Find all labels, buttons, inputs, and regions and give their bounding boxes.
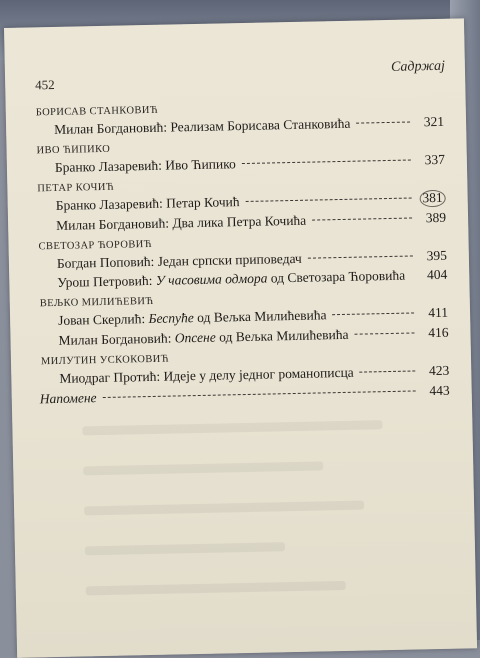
section-cipiko xyxy=(34,137,445,177)
section-author: МИЛУТИН УСКОКОВИЋ xyxy=(40,353,170,368)
entry-text: Бранко Лазаревић: Иво Ћипико xyxy=(54,156,236,175)
entry-page: 423 xyxy=(428,362,450,379)
entry-text: Милан Богдановић: Реализам Борисава Станковића xyxy=(53,115,351,137)
leader-dashes xyxy=(103,390,416,398)
leader-dashes xyxy=(312,217,412,220)
table-of-contents xyxy=(34,99,450,414)
leader-dashes xyxy=(245,197,411,201)
entry-text: Богдан Поповић: Један српски приповедач xyxy=(56,250,302,271)
entry-text: Милан Богдановић: Опсене од Вељка Милићевића xyxy=(58,326,349,349)
entry-text: Напомене xyxy=(39,390,97,407)
section-author: ВЕЉКО МИЛИЋЕВИЋ xyxy=(39,296,154,310)
entry-page: 416 xyxy=(428,324,449,341)
bleed-through-text xyxy=(85,542,285,555)
entry-page: 321 xyxy=(423,113,445,130)
bleed-through-text xyxy=(82,420,382,435)
entry-page: 389 xyxy=(425,209,447,225)
leader-dashes xyxy=(242,159,411,164)
leader-dashes xyxy=(308,255,413,258)
section-author: СВЕТОЗАР ЋОРОВИЋ xyxy=(38,238,152,252)
entry-page: 443 xyxy=(429,382,450,399)
page-number: 452 xyxy=(35,76,55,93)
section-uskokovic xyxy=(39,348,450,408)
entry-page: 411 xyxy=(428,305,449,321)
entry-page: 337 xyxy=(424,151,446,168)
entry-text: Милан Богдановић: Два лика Петра Кочића xyxy=(55,212,307,233)
bleed-through-text xyxy=(83,461,323,475)
bleed-through-text xyxy=(86,581,346,595)
section-milicevic xyxy=(38,290,449,350)
entry-text: Миодраг Протић: Идеје у делу једног романописца xyxy=(59,364,354,386)
section-author: БОРИСАВ СТАНКОВИЋ xyxy=(35,104,159,119)
entry-text: Урош Петровић: У часовима одмора од Светозара Ћоровића xyxy=(57,268,406,291)
section-corovic xyxy=(36,232,447,292)
entry-page: 395 xyxy=(426,247,448,263)
leader-dashes xyxy=(355,333,415,335)
entry-page xyxy=(417,190,445,207)
section-stankovic xyxy=(34,99,445,139)
leader-dashes xyxy=(356,122,410,124)
entry-text: Бранко Лазаревић: Петар Кочић xyxy=(55,193,240,213)
book-page xyxy=(4,18,477,657)
bleed-through-text xyxy=(84,501,364,516)
entry-text: Јован Скерлић: Беспуће од Вељка Милићевића xyxy=(57,307,327,329)
leader-dashes xyxy=(333,313,415,316)
section-author: ПЕТАР КОЧИЋ xyxy=(37,181,115,195)
toc-entry xyxy=(55,152,445,177)
entry-page: 404 xyxy=(426,267,448,283)
toc-entry xyxy=(54,114,444,139)
section-author: ИВО ЋИПИКО xyxy=(36,143,111,157)
circled-page-mark: 381 xyxy=(419,190,446,207)
leader-dashes xyxy=(360,370,416,372)
section-kocic xyxy=(35,175,446,235)
running-head: Садржај xyxy=(390,58,446,75)
